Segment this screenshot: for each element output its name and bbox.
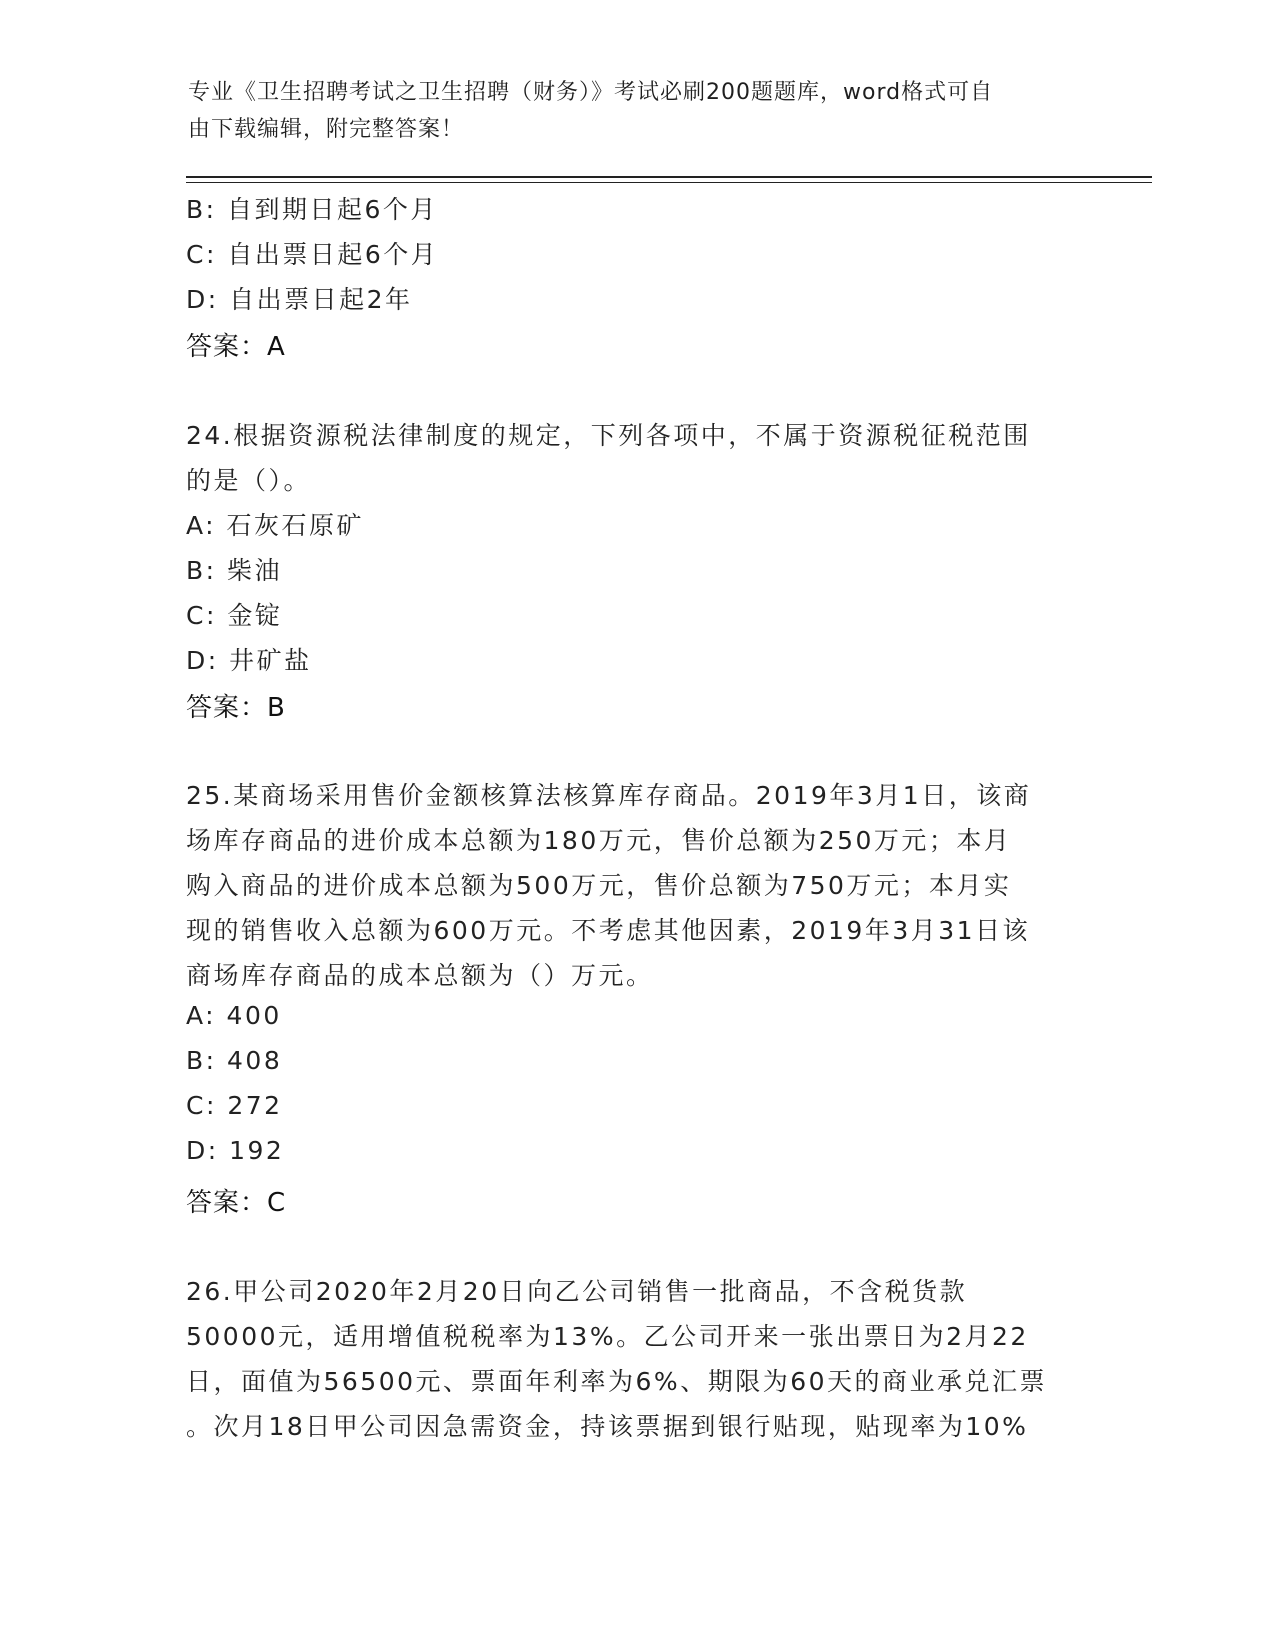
q25-stem-line-3: 购入商品的进价成本总额为500万元，售价总额为750万元；本月实 xyxy=(186,871,1012,900)
q25-stem-line-4: 现的销售收入总额为600万元。不考虑其他因素，2019年3月31日该 xyxy=(186,916,1031,945)
q24-answer: 答案：B xyxy=(186,693,286,723)
q25-option-a: A: 400 xyxy=(186,1001,282,1030)
header-divider-thin xyxy=(186,182,1152,183)
q24-option-a: A: 石灰石原矿 xyxy=(186,511,365,540)
q25-answer: 答案：C xyxy=(186,1188,287,1218)
q25-option-c: C: 272 xyxy=(186,1091,283,1120)
q23-answer: 答案：A xyxy=(186,332,286,362)
q24-option-c: C: 金锭 xyxy=(186,601,283,630)
q25-option-b: B: 408 xyxy=(186,1046,283,1075)
q26-stem-line-3: 日，面值为56500元、票面年利率为6%、期限为60天的商业承兑汇票 xyxy=(186,1367,1048,1396)
header-line-1: 专业《卫生招聘考试之卫生招聘（财务）》考试必刷200题题库，word格式可自 xyxy=(188,80,994,105)
q25-stem-line-1: 25.某商场采用售价金额核算法核算库存商品。2019年3月1日，该商 xyxy=(186,781,1032,810)
q24-option-b: B: 柴油 xyxy=(186,556,283,585)
document-header xyxy=(188,74,1068,148)
q26-stem-line-2: 50000元，适用增值税税率为13%。乙公司开来一张出票日为2月22 xyxy=(186,1322,1029,1351)
q23-option-c: C: 自出票日起6个月 xyxy=(186,240,439,269)
q23-option-d: D: 自出票日起2年 xyxy=(186,285,413,314)
header-line-2: 由下载编辑，附完整答案！ xyxy=(188,117,465,142)
q24-option-d: D: 井矿盐 xyxy=(186,646,312,675)
q24-stem-line-2: 的是（）。 xyxy=(186,466,312,495)
q25-option-d: D: 192 xyxy=(186,1136,285,1165)
header-divider-thick xyxy=(186,176,1152,178)
q25-stem-line-2: 场库存商品的进价成本总额为180万元，售价总额为250万元；本月 xyxy=(186,826,1012,855)
q24-stem-line-1: 24.根据资源税法律制度的规定，下列各项中，不属于资源税征税范围 xyxy=(186,421,1031,450)
q26-stem-line-4: 。次月18日甲公司因急需资金，持该票据到银行贴现，贴现率为10% xyxy=(186,1412,1029,1441)
q26-stem-line-1: 26.甲公司2020年2月20日向乙公司销售一批商品，不含税货款 xyxy=(186,1277,968,1306)
q25-stem-line-5: 商场库存商品的成本总额为（）万元。 xyxy=(186,961,654,990)
q23-option-b: B: 自到期日起6个月 xyxy=(186,195,438,224)
